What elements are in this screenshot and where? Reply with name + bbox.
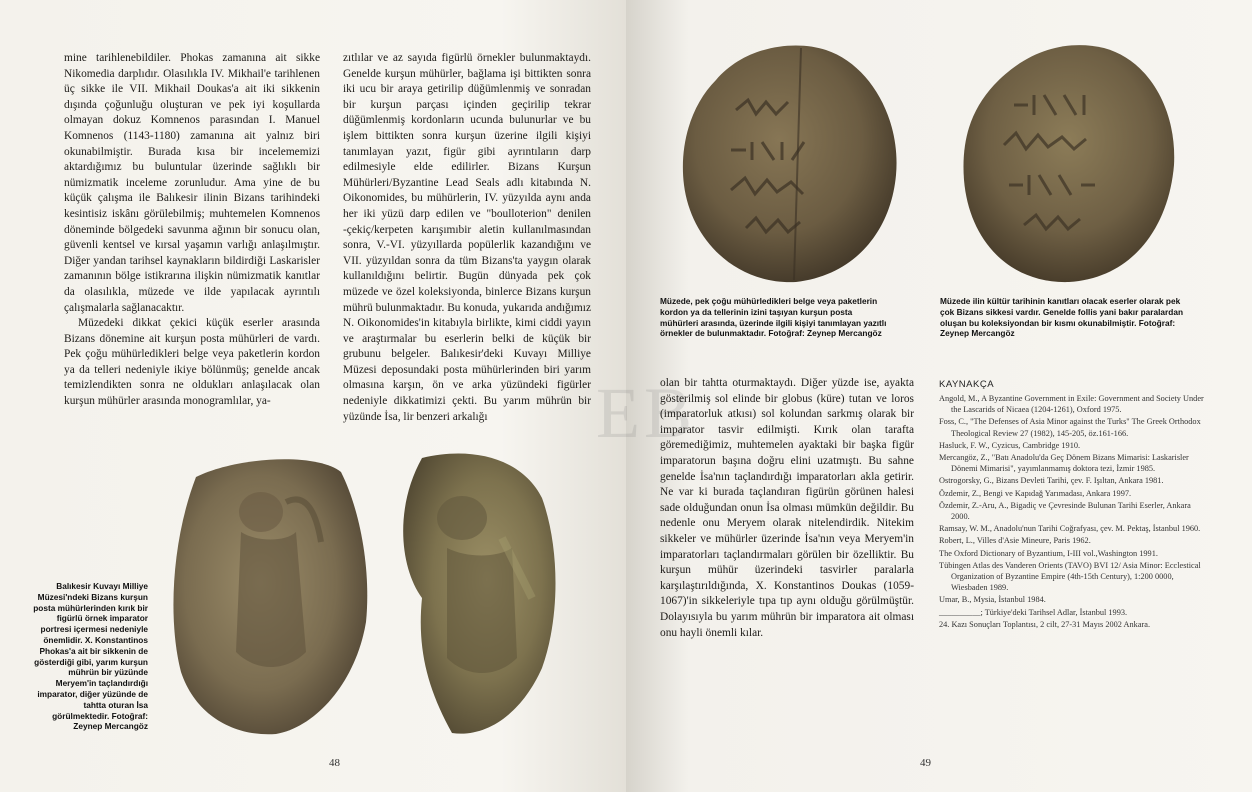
half-seal-front-image — [166, 452, 376, 742]
inscribed-seal-image — [959, 40, 1179, 285]
reference-item: Angold, M., A Byzantine Government in Exile: Government and Society Under the Lascarids of Nicaea (1204-1261), Oxford 1975. — [939, 394, 1204, 415]
reference-item: Ostrogorsky, G., Bizans Devleti Tarihi, çev. F. Işıltan, Ankara 1981. — [939, 476, 1164, 486]
seal-caption-left: Müzede, pek çoğu mühürledikleri belge veya paketlerin kordon ya da tellerinin izini taşıyan kurşun posta mühürleri arasında, üzerinde ilgili kişiyi tanımlayan yazıtlı örnekler de bulunmaktadır. Fotoğraf: Zeynep Mercangöz — [660, 296, 887, 339]
reference-item: The Oxford Dictionary of Byzantium, I-III vol.,Washington 1991. — [939, 548, 1158, 558]
paragraph: mine tarihlenebildiler. Phokas zamanına ait sikke Nikomedia darplıdır. Olasılıkla IV. Mikhail'e tarihlenen üç sikke ile VII. Mikhail Doukas'a ait iki sikkenin dışında çoğunluğu oluşturan ve pek iyi koşullarda olmayan dokuz Komnenos parasından I. Manuel Komnenos (1143-1180) zamanına ait yalnız biri okunabilmiştir. Burada kısa bir incelememizi aktardığımız bu buluntular üzerinde sağlıklı bir nümizmatik inceleme zorunludur. Ama yine de bu küçük çalışma ile Balıkesir ilinin Bizans tarihindeki kesintisiz iskânı görülebilmiş; muhtemelen Komnenos döneminde bölgedeki savunma ağının bir sonucu olan, güvenli kentsel ve kırsal yaşamın varlığı anlaşılmıştır. Diğer yandan tarihsel kaynakların bildirdiği Laskarisler zamanının bölge istikrarına ilişkin nümizmatik kanıtlar da olasılıkla, müzede ve ilde yapılacak ayrıntılı çalışmalarla sağlanacaktır. — [64, 52, 320, 314]
paragraph: Müzedeki dikkat çekici küçük eserler arasında Bizans dönemine ait kurşun posta mühürleri de vardı. Pek çoğu mühürledikleri belge veya paketlerin kordon ya da telleri nedeniyle ikiye bölünmüş; genelde ancak temizlendikten sonra ne oldukları anlaşılacak olan kurşun mühürler arasında monogramlılar, ya- — [64, 317, 320, 408]
paragraph: olan bir tahtta oturmaktaydı. Diğer yüzde ise, ayakta gösterilmiş sol elinde bir globus (küre) tutan ve loros (imparatorluk atkısı) sol kolundan sarkmış olarak bir imparator tasvir edilmişti. Kırık olan tarafta göremediğimiz, muhtemelen ayaktaki bir başka figür imparatorun başına doğru elini uzatmıştı. Bu sahne genelde İsa'nın taçlandırdığı imparatorları akla getirir. Ne var ki burada taçlandıran figürün görünen halesi sade olduğundan onun İsa olması mümkün değildir. Bu nedenle onu Meryem olarak nitelendirdik. Nitekim sikkeler ve mühürler üzerinde İsa'nın veya Meryem'in imparatorları taçlandırmaları görülen bir özelliktir. Bu kurşun mühür üzerindeki tasvirler paralarla karşılaştırıldığında, X. Konstantinos Doukas (1059-1067)'in sikkeleriyle tıpa tıp aynı olduğu görülmüştür. Dolayısıyla bu yarım mührün bir imparatora ait olması onu hayli önemli kılar. — [660, 377, 914, 639]
page-number: 49 — [920, 757, 931, 769]
inscribed-seal-image — [676, 40, 906, 285]
reference-item: Tübingen Atlas des Vanderen Orients (TAVO) BVI 12/ Asia Minor: Ecclestical Organization of Byzantine Empire (4th-15th Century), 1:200 0000, Wiesbaden 1989. — [939, 560, 1201, 593]
reference-item: Ramsay, W. M., Anadolu'nun Tarihi Coğrafyası, çev. M. Pektaş, İstanbul 1960. — [939, 524, 1201, 534]
right-page — [596, 0, 1252, 792]
reference-item: Hasluck, F. W., Cyzicus, Cambridge 1910. — [939, 440, 1081, 450]
reference-item: Robert, L., Villes d'Asie Mineure, Paris 1962. — [939, 536, 1091, 546]
reference-item: 24. Kazı Sonuçları Toplantısı, 2 cilt, 27-31 Mayıs 2002 Ankara. — [939, 619, 1151, 629]
paragraph: zıtlılar ve az sayıda figürlü örnekler bulunmaktaydı. Genelde kurşun mühürler, bağlama işi bittikten sonra iki ucu bir araya getirilip düğümlenmiş ve sonradan bir kurşun parçası içinden geçirilip tekrar düğümlenmiş kordonların ucunda bulunurlar ve bu işlem bittikten sonra kurşun üzerine ilgili kişiyi tanımlayan yazıt, figür gibi ayrıntıların darp edilmesiyle elde edilirler. Bizans Kurşun Mühürleri/Byzantine Lead Seals adlı kitabında N. Oikonomides, bu mühürlerin, IV. yüzyılda aynı anda her iki yüzü darp edilen ve "boulloterion" denilen -çekiç/kerpeten karışımıbir aletin kullanılmasından sonra, V.-VI. yüzyıllarda popülerlik kazandığını ve VII. yüzyıldan sonra da tüm Bizans'ta yaygın olarak kullanıldığını belirtir. Bugün dünyada pek çok müzede ve özel koleksiyonda, binlerce Bizans kurşun mührü bulunmaktadır. Bu konuda, yukarıda andığımız N. Oikonomides'in kitabıyla birlikte, kimi ciddi yayın ve araştırmalar bu eserlerin belki de küçük bir grubunu belgeler. Balıkesir'deki Kuvayı Milliye Müzesi deposundaki posta mühürlerinden biri yarım olmasına karşın, ön ve arka yüzündeki figürler nedeniyle dikkatimizi çekti. Bu yarım mührün bir yüzünde İsa, lir benzeri arkalığı — [343, 52, 591, 423]
reference-item: Umar, B., Mysia, İstanbul 1984. — [939, 595, 1046, 605]
reference-item: Foss, C., "The Defenses of Asia Minor against the Turks" The Greek Orthodox Theological Review 27 (1982), 145-205, öz.161-166. — [939, 417, 1201, 438]
references-list — [939, 393, 1209, 631]
reference-item: Özdemir, Z.-Aru, A., Bigadiç ve Çevresinde Bulunan Tarihi Eserler, Ankara 2000. — [939, 500, 1191, 522]
reference-item: Mercangöz, Z., "Batı Anadolu'da Geç Dönem Bizans Mimarisi: Laskarisler Dönemi Mimarisi", yayımlanmamış doktora tezi, İzmir 1985. — [939, 453, 1189, 474]
half-seal-back-image — [392, 448, 562, 740]
right-column — [660, 376, 914, 641]
coin-caption-right: Müzede ilin kültür tarihinin kanıtları olacak eserler olarak pek çok Bizans sikkesi vardır. Genelde follis yani bakır paralardan oluşan bu koleksiyondan bir kısmı okunabilmiştir. Fotoğraf: Zeynep Mercangöz — [940, 296, 1184, 339]
page-number: 48 — [329, 757, 340, 769]
left-column-1 — [64, 51, 320, 410]
seal-caption: Balıkesir Kuvayı Milliye Müzesi'ndeki Bizans kurşun posta mühürlerinden kırık bir figürlü örnek imparator portresi içermesi nedeniyle önemlidir. X. Konstantinos Phokas'a ait bir sikkenin de gösterdiği gibi, yarım kurşun mührün bir yüzünde Meryem'in taçlandırdığı imparator, diğer yüzünde de tahtta oturan İsa görülmektedir. Fotoğraf: Zeynep Mercangöz — [33, 581, 148, 732]
reference-item: __________; Türkiye'deki Tarihsel Adlar, İstanbul 1993. — [939, 607, 1128, 617]
watermark: EB — [596, 373, 697, 453]
reference-item: Özdemir, Z., Bengi ve Kapıdağ Yarımadası, Ankara 1997. — [939, 488, 1132, 498]
references-title: KAYNAKÇA — [939, 379, 995, 390]
left-column-2 — [343, 51, 591, 425]
